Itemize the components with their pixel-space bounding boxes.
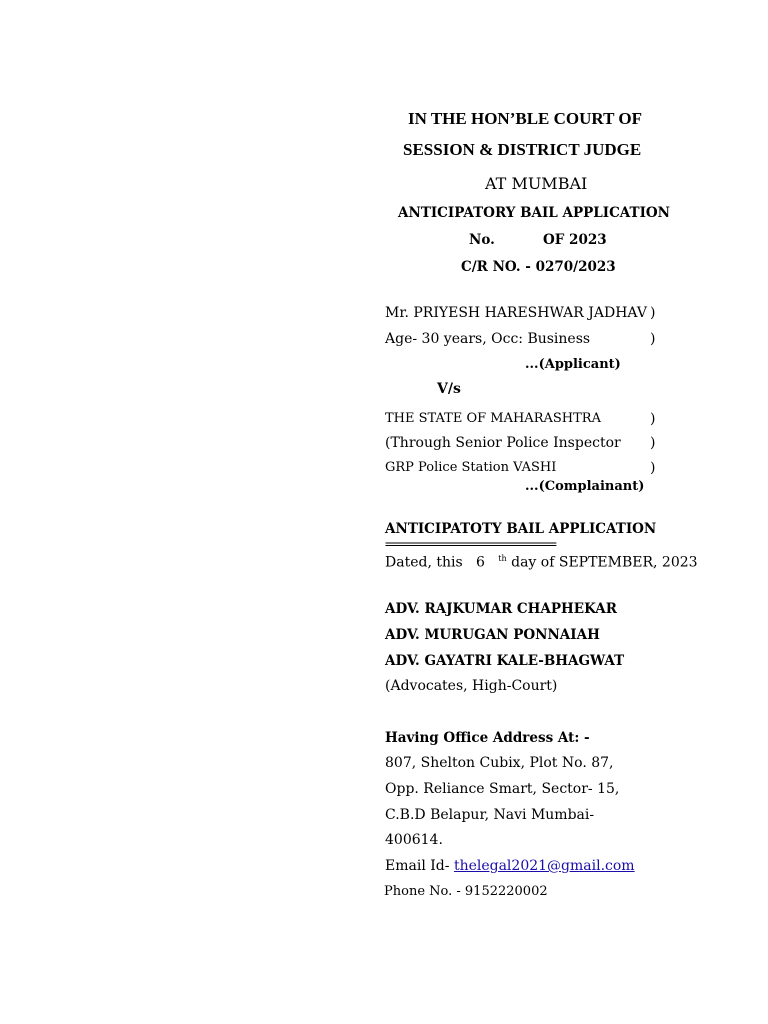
- respondent-role: ...(Complainant): [525, 479, 645, 494]
- application-no-label: No.: [469, 232, 495, 248]
- dated-line: [385, 554, 698, 571]
- advocates-note: (Advocates, High-Court): [385, 678, 558, 694]
- email-line: [385, 858, 635, 874]
- applicant-name: Mr. PRIYESH HARESHWAR JADHAV: [385, 305, 647, 321]
- advocate-name: ADV. MURUGAN PONNAIAH: [385, 627, 600, 643]
- dated-day: 6: [476, 554, 485, 571]
- respondent-line1: THE STATE OF MAHARASHTRA: [385, 411, 601, 426]
- versus-label: V/s: [437, 381, 461, 397]
- application-title: ANTICIPATOTY BAIL APPLICATION: [385, 521, 657, 537]
- cr-number: C/R NO. - 0270/2023: [461, 259, 616, 275]
- office-address-line4: 400614.: [385, 832, 443, 848]
- advocate-name: ADV. RAJKUMAR CHAPHEKAR: [385, 601, 617, 617]
- applicant-role: ...(Applicant): [525, 357, 621, 372]
- office-address-line1: 807, Shelton Cubix, Plot No. 87,: [385, 755, 614, 771]
- email-label: Email Id-: [385, 858, 450, 874]
- applicant-details-paren: ): [650, 331, 656, 347]
- court-heading-line1: IN THE HON’BLE COURT OF: [408, 109, 642, 128]
- office-heading: Having Office Address At: -: [385, 730, 590, 746]
- applicant-name-paren: ): [650, 305, 656, 321]
- advocate-name: ADV. GAYATRI KALE-BHAGWAT: [385, 653, 625, 669]
- court-heading-location: AT MUMBAI: [485, 174, 588, 193]
- court-heading-line2: SESSION & DISTRICT JUDGE: [403, 140, 642, 159]
- applicant-details: Age- 30 years, Occ: Business: [385, 331, 591, 347]
- email-link[interactable]: thelegal2021@gmail.com: [453, 858, 635, 874]
- dated-day-suffix: th: [498, 554, 507, 563]
- dated-prefix: Dated, this: [385, 554, 463, 571]
- respondent-line3-paren: ): [650, 460, 656, 476]
- application-year: OF 2023: [543, 232, 607, 248]
- respondent-line1-paren: ): [650, 411, 656, 427]
- respondent-line2-paren: ): [650, 435, 656, 451]
- respondent-line2: (Through Senior Police Inspector: [385, 435, 621, 451]
- title-separator: ================================: [385, 537, 556, 551]
- phone-number: Phone No. - 9152220002: [384, 884, 548, 899]
- respondent-line3: GRP Police Station VASHI: [385, 460, 557, 475]
- office-address-line2: Opp. Reliance Smart, Sector- 15,: [385, 781, 620, 797]
- office-address-line3: C.B.D Belapur, Navi Mumbai-: [385, 807, 595, 823]
- dated-rest: day of SEPTEMBER, 2023: [511, 554, 698, 571]
- application-type: ANTICIPATORY BAIL APPLICATION: [398, 205, 671, 221]
